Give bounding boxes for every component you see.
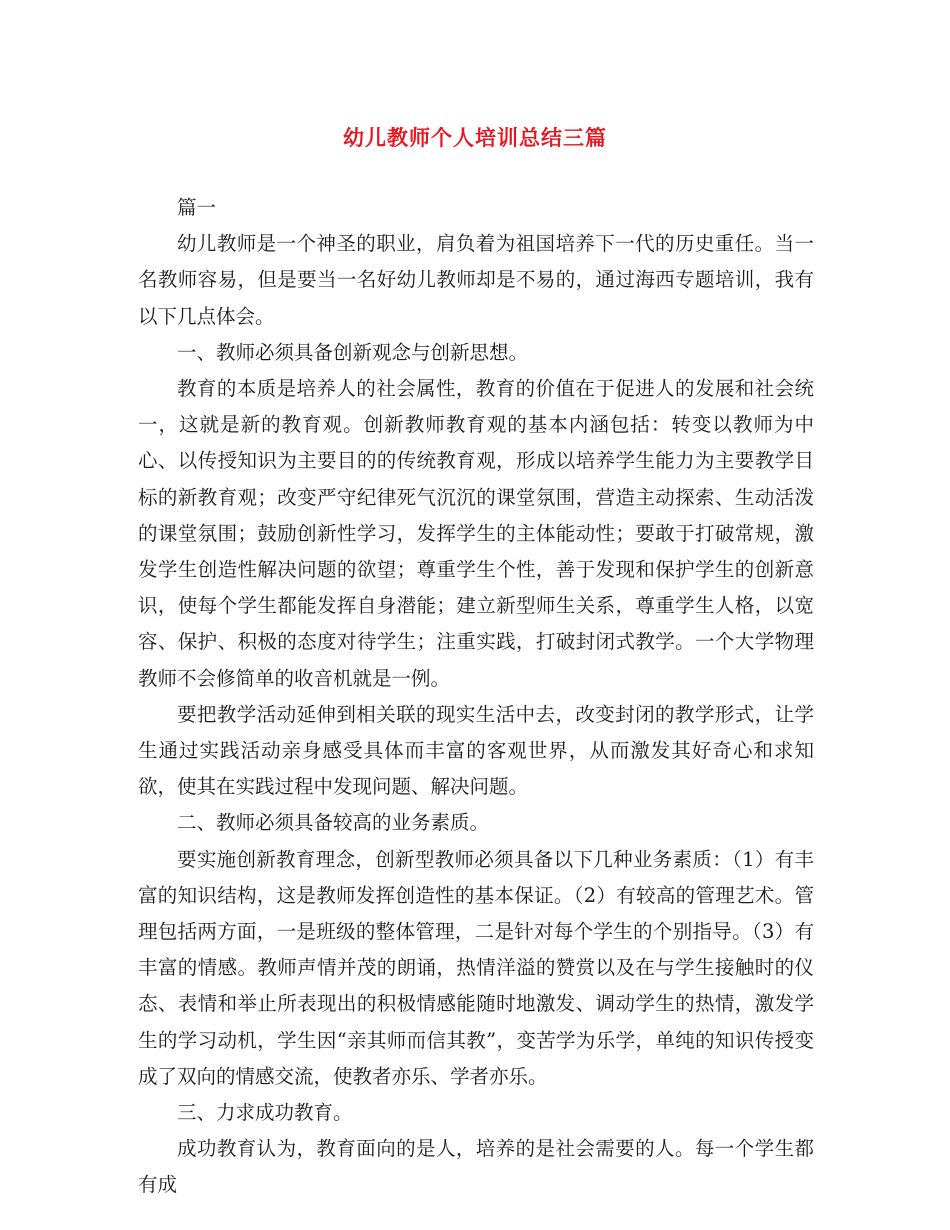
section-heading-part-one: 篇一 [177,196,217,219]
body-paragraph: 要实施创新教育理念，创新型教师必须具备以下几种业务素质：（1）有丰富的知识结构，这是教师发挥创造性的基本保证。（2）有较高的管理艺术。管理包括两方面，一是班级的整体管理，二是针对每个学生的个别指导。（3）有丰富的情感。教师声情并茂的朗诵，热情洋溢的赞赏以及在与学生接触时的仪态、表情和举止所表现出的积极情感能随时地激发、调动学生的热情，激发学生的学习动机，学生因“亲其师而信其教”，变苦学为乐学，单纯的知识传授变成了双向的情感交流，使教者亦乐、学者亦乐。 [138,847,814,1088]
body-paragraph: 要把教学活动延伸到相关联的现实生活中去，改变封闭的教学形式，让学生通过实践活动亲身感受具体而丰富的客观世界，从而激发其好奇心和求知欲，使其在实践过程中发现问题、解决问题。 [138,702,814,799]
document-body [138,190,814,1204]
body-paragraph: 教育的本质是培养人的社会属性，教育的价值在于促进人的发展和社会统一，这就是新的教育观。创新教师教育观的基本内涵包括：转变以教师为中心、以传授知识为主要目的的传统教育观，形成以培养学生能力为主要教学目标的新教育观；改变严守纪律死气沉沉的课堂氛围，营造主动探索、生动活泼的课堂氛围；鼓励创新性学习，发挥学生的主体能动性；要敢于打破常规，激发学生创造性解决问题的欲望；尊重学生个性，善于发现和保护学生的创新意识，使每个学生都能发挥自身潜能；建立新型师生关系，尊重学生人格，以宽容、保护、积极的态度对待学生；注重实践，打破封闭式教学。一个大学物理教师不会修简单的收音机就是一例。 [138,377,814,690]
section-heading-2: 二、教师必须具备较高的业务素质。 [177,811,490,835]
body-paragraph: 成功教育认为，教育面向的是人，培养的是社会需要的人。每一个学生都有成 [138,1137,814,1197]
section-heading-1: 一、教师必须具备创新观念与创新思想。 [177,340,529,364]
section-heading-3: 三、力求成功教育。 [177,1101,353,1125]
document-title: 幼儿教师个人培训总结三篇 [343,125,607,150]
intro-paragraph: 幼儿教师是一个神圣的职业，肩负着为祖国培养下一代的历史重任。当一名教师容易，但是要当一名好幼儿教师却是不易的，通过海西专题培训，我有以下几点体会。 [138,232,814,328]
